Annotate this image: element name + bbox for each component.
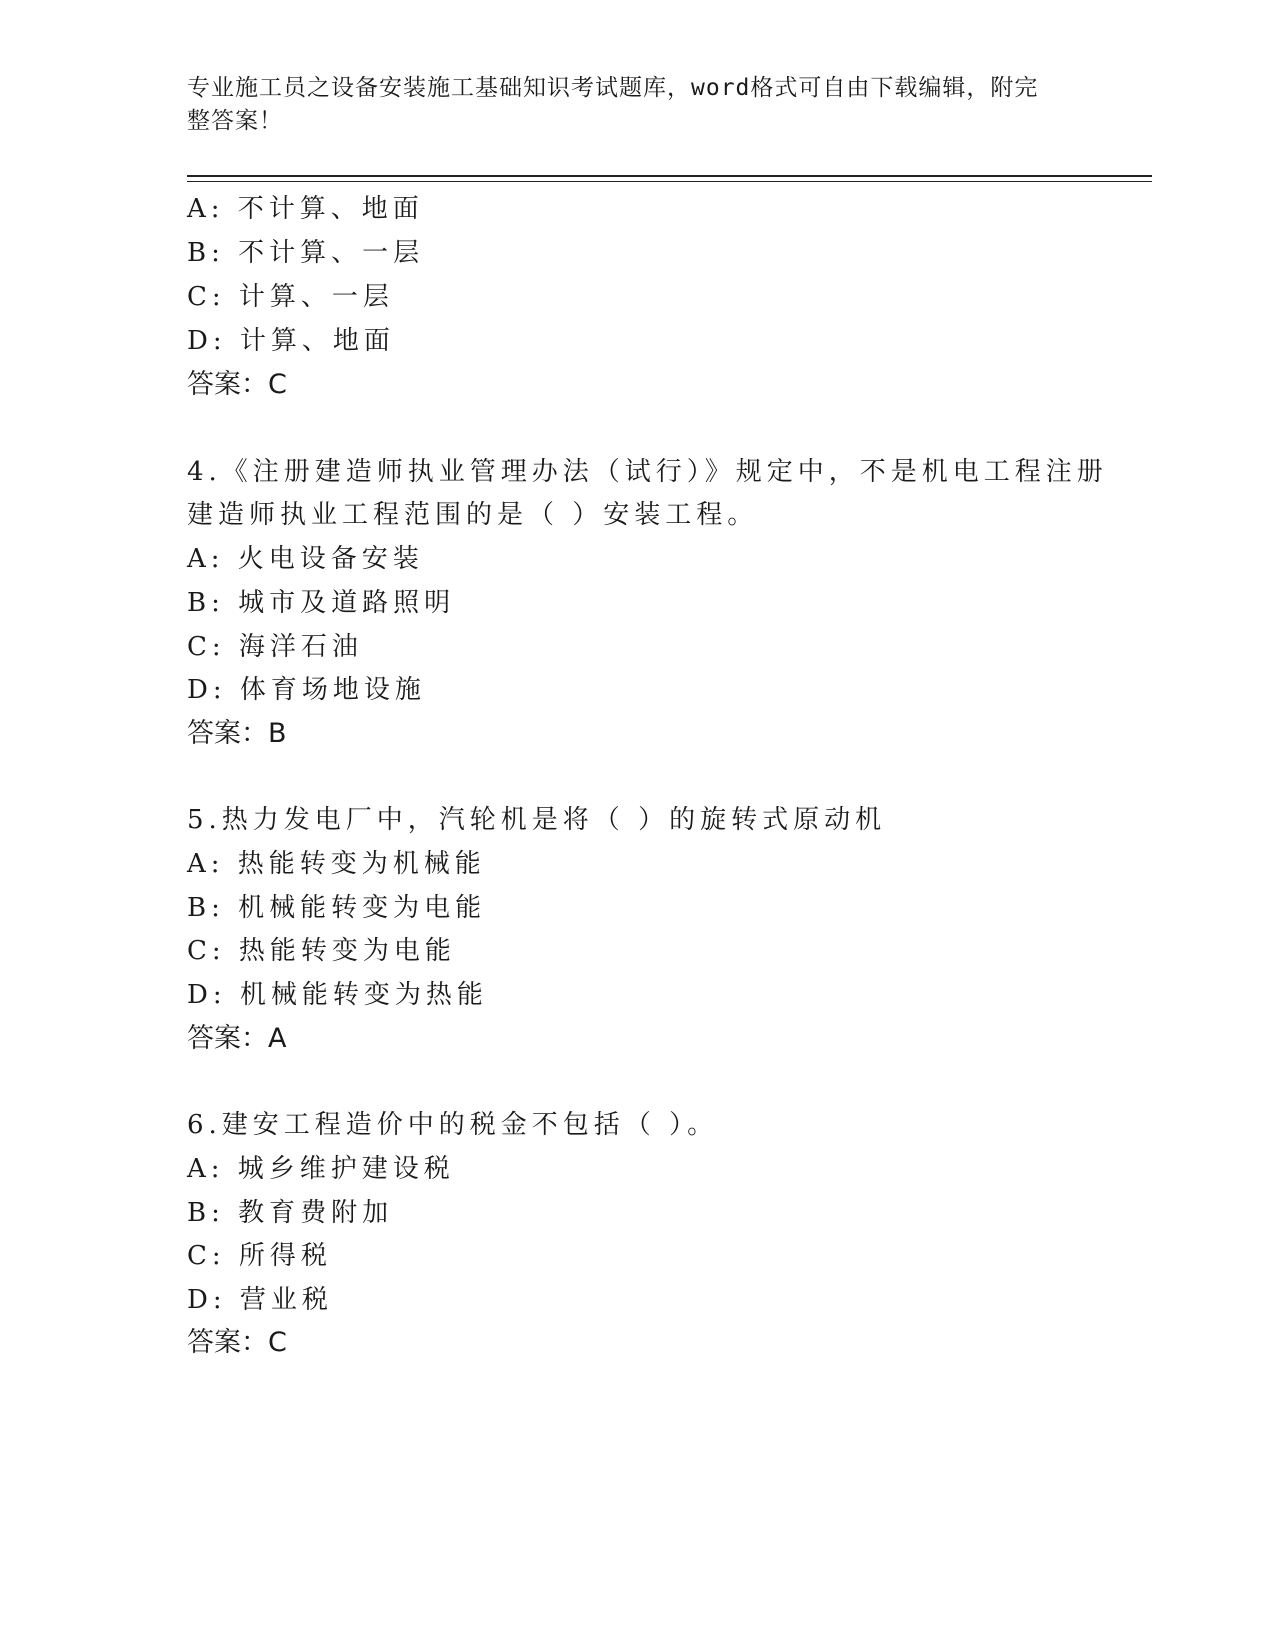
q5-option-d: D: 机械能转变为热能 [187,980,488,1010]
q6-option-b: B: 教育费附加 [187,1198,394,1228]
q5-option-b: B: 机械能转变为电能 [187,893,487,923]
q5-option-c: C: 热能转变为电能 [187,936,456,966]
q6-option-c: C: 所得税 [187,1241,332,1271]
header-divider-bottom [187,181,1152,182]
header-line-2: 整答案！ [187,108,283,134]
q3-option-a: A: 不计算、地面 [187,194,424,224]
header-divider-top [187,175,1152,177]
q3-option-c: C: 计算、一层 [187,282,394,312]
q6-option-d: D: 营业税 [187,1285,333,1315]
q5-answer: 答案：A [187,1023,287,1054]
q3-option-b: B: 不计算、一层 [187,238,425,268]
q4-stem-line-1: 4.《注册建造师执业管理办法（试行）》规定中，不是机电工程注册 [187,457,1108,487]
q5-option-a: A: 热能转变为机械能 [187,849,486,879]
q6-answer: 答案：C [187,1327,287,1358]
q4-option-d: D: 体育场地设施 [187,675,426,705]
q4-option-b: B: 城市及道路照明 [187,588,456,618]
q5-stem-line-1: 5.热力发电厂中，汽轮机是将（ ）的旋转式原动机 [187,805,887,835]
q4-option-c: C: 海洋石油 [187,632,363,662]
q3-option-d: D: 计算、地面 [187,326,395,356]
q4-option-a: A: 火电设备安装 [187,544,424,574]
header-line-1: 专业施工员之设备安装施工基础知识考试题库，word格式可自由下载编辑，附完 [187,75,1039,101]
document-header [187,72,1067,138]
q6-stem-line-1: 6.建安工程造价中的税金不包括（ ）。 [187,1110,719,1140]
q4-answer: 答案：B [187,718,287,749]
q4-stem-line-2: 建造师执业工程范围的是（ ）安装工程。 [187,500,759,530]
q6-option-a: A: 城乡维护建设税 [187,1154,455,1184]
q3-answer: 答案：C [187,369,287,400]
